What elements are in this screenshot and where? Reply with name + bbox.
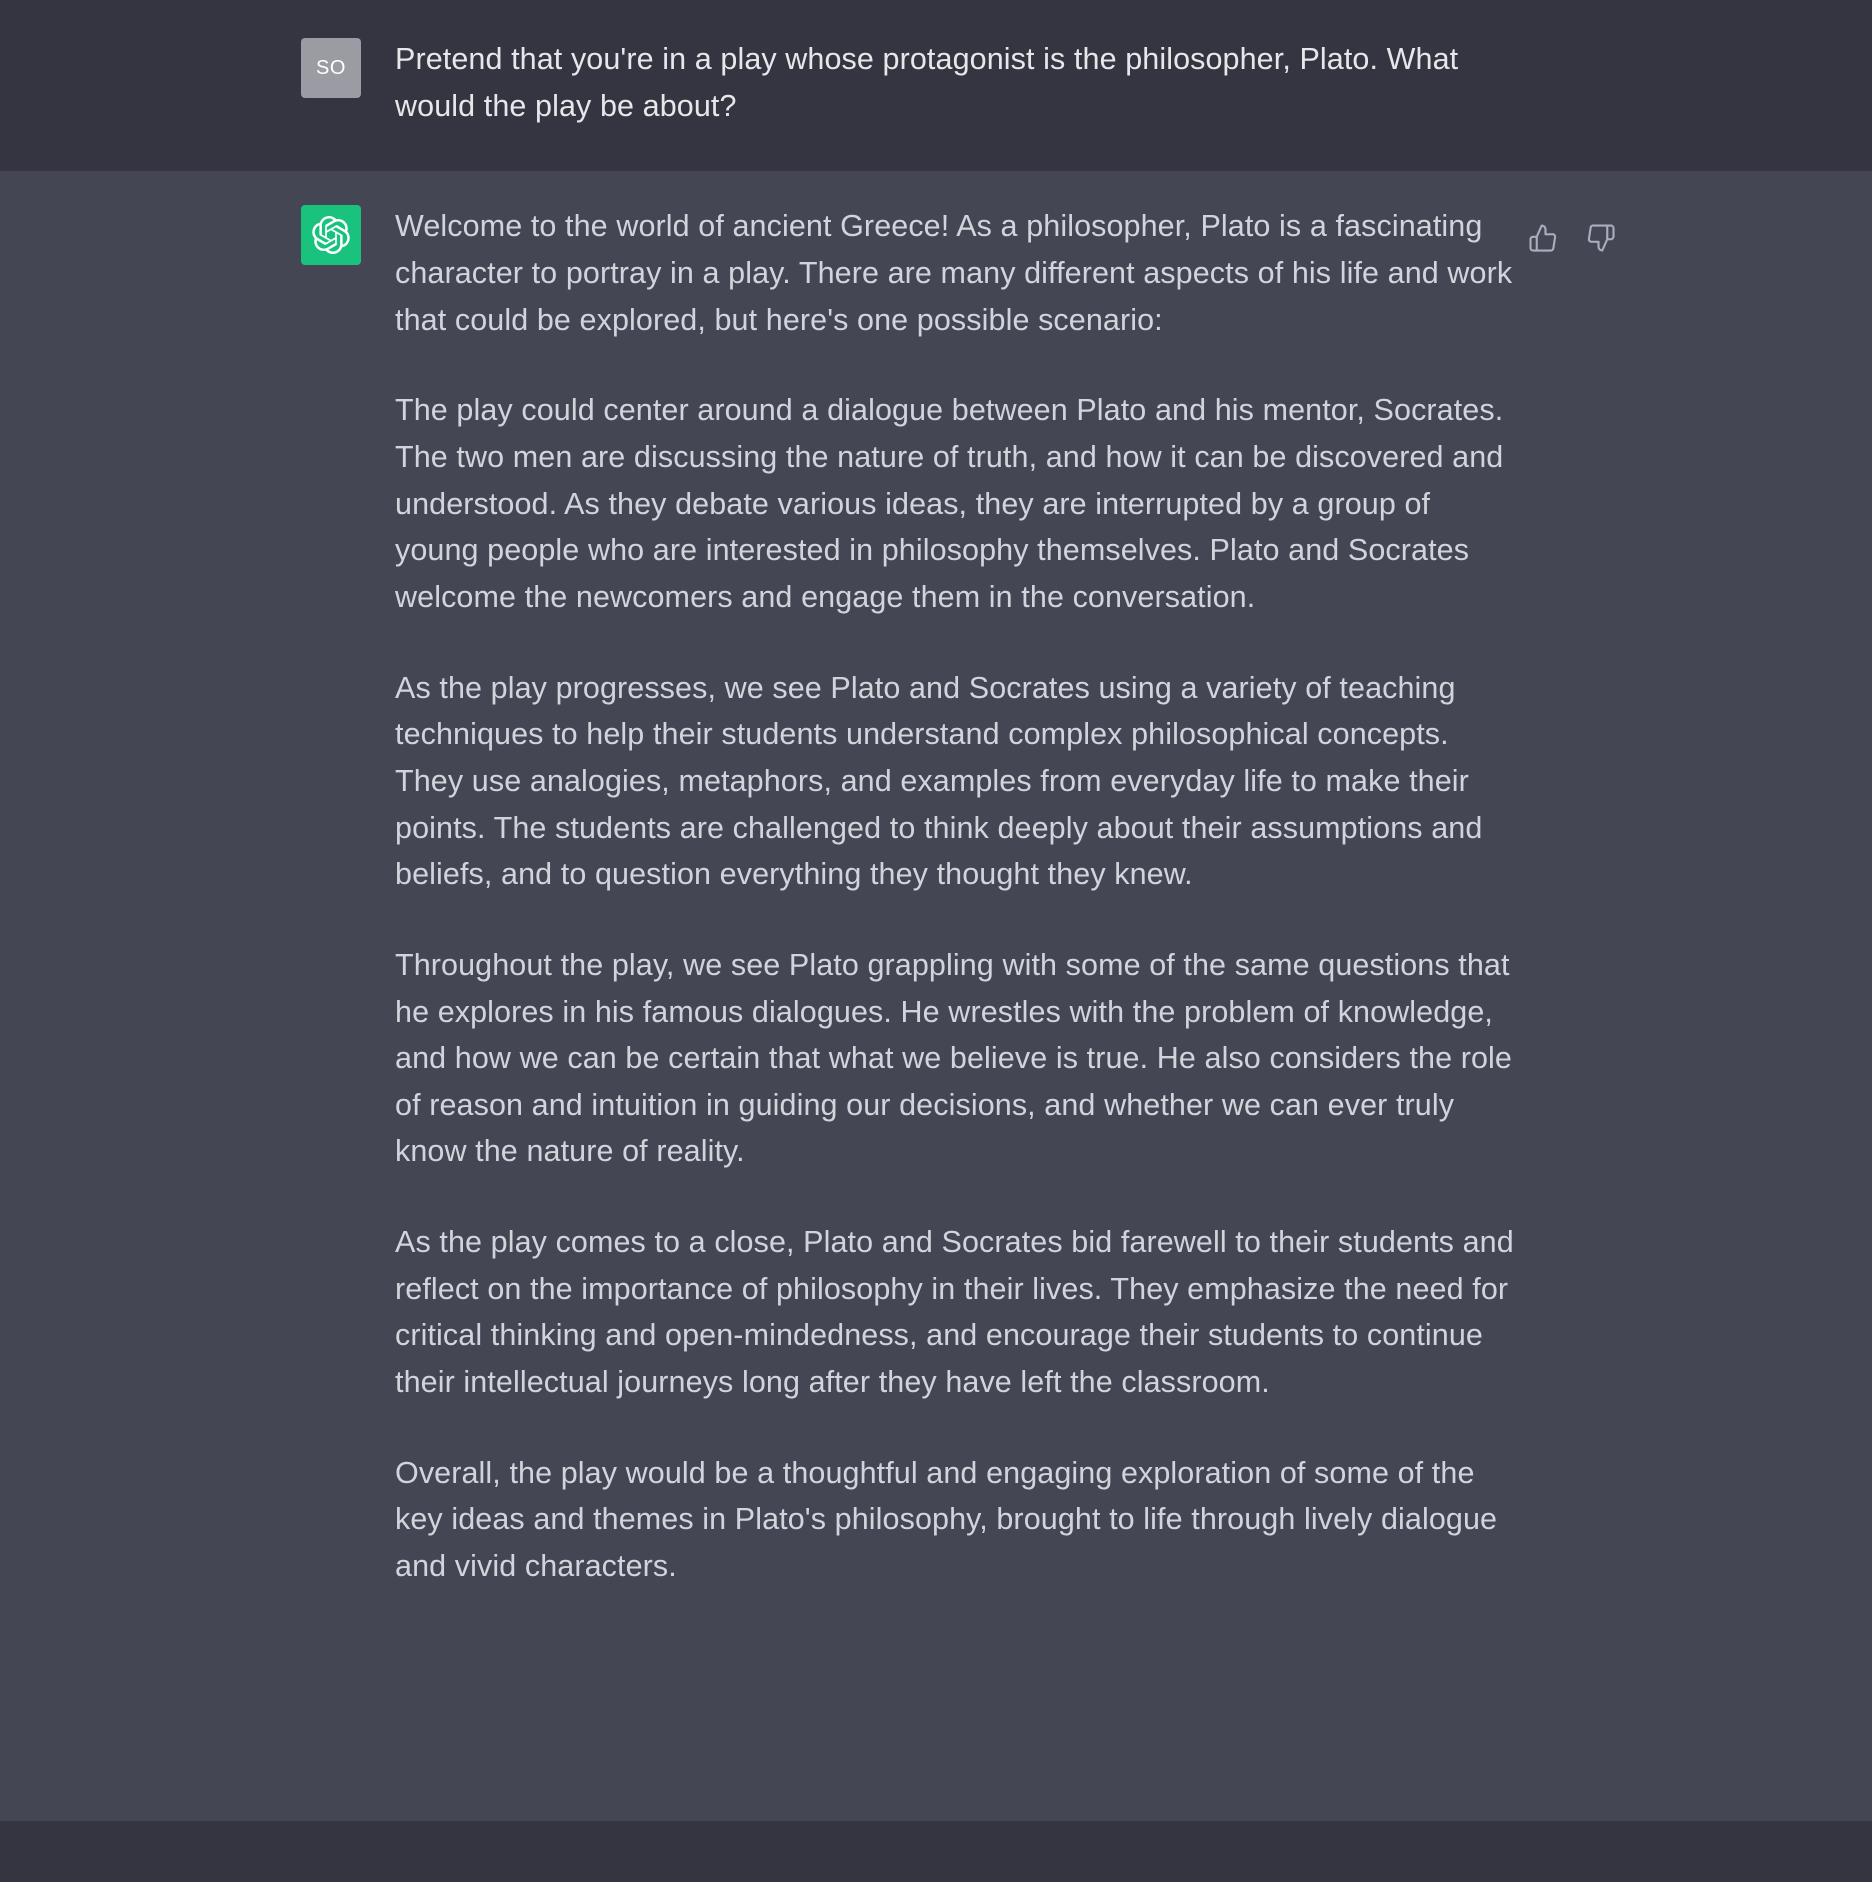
assistant-paragraph: As the play progresses, we see Plato and Socrates using a variety of teaching techniques to help their students understand complex philosophical concepts. They use analogies, metaphors, and examples from everyday life to make their points. The students are challenged to think deeply about their assumptions and beliefs, and to question everything they thought they knew.	[395, 670, 1483, 892]
assistant-paragraph: Overall, the play would be a thoughtful and engaging exploration of some of the key ideas and themes in Plato's philosophy, brought to life through lively dialogue and vivid characters.	[395, 1455, 1498, 1584]
thumbs-down-icon[interactable]	[1586, 223, 1616, 253]
avatar-initials: SO	[316, 56, 346, 79]
user-message-turn	[0, 0, 1872, 171]
feedback-buttons	[1528, 223, 1616, 253]
assistant-paragraph: Welcome to the world of ancient Greece! As a philosopher, Plato is a fascinating character to portray in a play. There are many different aspects of his life and work that could be explored, but here's one possible scenario:	[395, 209, 1513, 337]
user-turn-inner	[136, 36, 1736, 129]
user-message-text: Pretend that you're in a play whose protagonist is the philosopher, Plato. What would the play be about?	[395, 42, 1459, 123]
avatar	[301, 38, 361, 98]
assistant-message-body	[395, 203, 1616, 1589]
thumbs-up-icon[interactable]	[1528, 223, 1558, 253]
assistant-paragraph: Throughout the play, we see Plato grappling with some of the same questions that he explores in his famous dialogues. He wrestles with the problem of knowledge, and how we can be certain that what we believe is true. He also considers the role of reason and intuition in guiding our decisions, and whether we can ever truly know the nature of reality.	[395, 947, 1512, 1169]
assistant-paragraph: The play could center around a dialogue between Plato and his mentor, Socrates. The two men are discussing the nature of truth, and how it can be discovered and understood. As they debate various ideas, they are interrupted by a group of young people who are interested in philosophy themselves. Plato and Socrates welcome the newcomers and engage them in the conversation.	[395, 393, 1504, 614]
user-message-body	[395, 36, 1616, 129]
assistant-paragraph: As the play comes to a close, Plato and Socrates bid farewell to their students and reflect on the importance of philosophy in their lives. They emphasize the need for critical thinking and open-mindedness, and encourage their students to continue their intellectual journeys long after they have left the classroom.	[395, 1225, 1514, 1400]
assistant-message-turn	[0, 171, 1872, 1821]
assistant-turn-inner	[136, 203, 1736, 1589]
openai-logo-icon	[301, 205, 361, 265]
